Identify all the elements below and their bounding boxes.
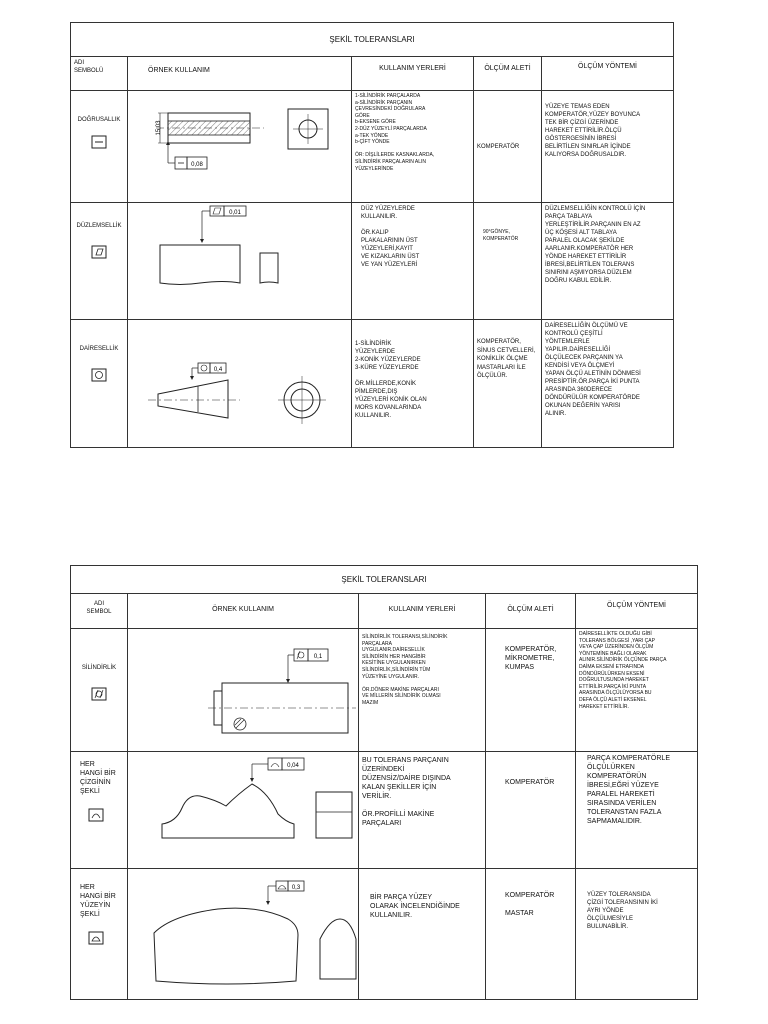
header-name — [71, 57, 128, 91]
surface-profile-example-drawing — [128, 869, 359, 994]
header-example: ÖRNEK KULLANIM — [128, 594, 359, 629]
method-cell — [576, 869, 698, 1000]
symbol-cell — [71, 91, 128, 203]
symbol-name: DAİRESELLİK — [79, 346, 119, 352]
symbol-name: DOĞRUSALLIK — [77, 117, 121, 123]
symbol-cell — [71, 320, 128, 448]
usage-text: BU TOLERANS PARÇANIN ÜZERİNDEKİ DÜZENSİZ/DAİRE DIŞINDA KALAN ŞEKİLLER İÇİN VERİLİR. ÖR.PROFİLLİ MAKİNE PARÇALARI — [362, 757, 451, 827]
usage-cell — [352, 203, 474, 320]
usage-cell — [352, 91, 474, 203]
usage-text: BİR PARÇA YÜZEY OLARAK İNCELENDİĞİNDE KULLANILIR. — [370, 894, 460, 919]
tolerance-value: 0,1 — [313, 654, 323, 660]
method-text: DAİRESELLİKTE OLDUĞU GİBİ TOLERANS BÖLGESİ ,YARI ÇAP VEYA ÇAP ÜZERİNDEN ÖLÇÜM YÖNTEMİNE BAĞLI OLARAK ALINIR.SİLİNDİRİK ÖLÇÜNDE PARÇA DAİMA EKSENİ ETRAFINDA DÖNDÜRÜLÜRKEN EKSENİ DOĞRULTUSUNDA HAREKET ETTİRİLİR.PARÇA İKİ PUNTA ARASINDA ÖLÇÜLÜYORSA BU DEFA ÖLÇÜ ALETİ EKSENEL HAREKET ETTİRİLİR. — [579, 631, 667, 710]
method-text: DAİRESELLİĞİN ÖLÇÜMÜ VE KONTROLÜ ÇEŞİTLİ YÖNTEMLERLE YAPILIR.DAİRESELLİĞİ ÖLÇÜLECEK PARÇANIN YA KENDİSİ VEYA ÖLÇMEYİ YAPAN ÖLÇÜ ALETİNİN DÖNMESİ PRESİPTİR.ÖR.PARÇA İKİ PUNTA ARASINDA 360DERECE DÖNDÜRÜLÜR KOMPERATÖRDE OKUNAN DEĞERİN YARISI ALINIR. — [545, 323, 641, 417]
usage-cell — [359, 629, 486, 752]
instrument-cell — [486, 629, 576, 752]
tolerance-value: 0,04 — [287, 763, 299, 769]
instrument-text: KOMPERATÖR, MİKROMETRE, KUMPAS — [505, 646, 557, 671]
usage-cell — [352, 320, 474, 448]
flatness-example-drawing — [128, 203, 352, 314]
header-method: ÖLÇÜM YÖNTEMİ — [576, 594, 698, 629]
example-cell — [128, 203, 352, 320]
header-name-text: ADI SEMBOL — [86, 601, 112, 615]
line-profile-icon — [88, 808, 104, 822]
instrument-text: KOMPERATÖR — [477, 143, 520, 150]
table-title: ŞEKİL TOLERANSLARI — [71, 566, 698, 594]
header-name-text: ADI SEMBOLÜ — [74, 60, 104, 74]
table-title: ŞEKİL TOLERANSLARI — [71, 23, 674, 57]
shape-tolerance-table-2 — [70, 565, 698, 1000]
usage-cell — [359, 752, 486, 869]
circularity-example-drawing — [128, 320, 352, 442]
method-cell — [576, 629, 698, 752]
usage-text: SİLİNDİRLİK TOLERANSI,SİLİNDİRİK PARÇALARA UYGULANIR.DAİRESELLİK SİLİNDİRİN HER HANGİBİR KESİTİNE UYGULANIRKEN SİLİNDİRLİK,SİLİNDİRİN TÜM YÜZEYİNE UYGULANIR. ÖR.DÖNER MAKİNE PARÇALARI VE MİLLERİN SİLİNDİRİK OLMASI MAZIM — [362, 634, 448, 706]
symbol-name: HER HANGİ BİR ÇİZGİNİN ŞEKLİ — [80, 761, 116, 795]
tolerance-value: 0,4 — [213, 367, 223, 373]
table-row — [71, 869, 698, 1000]
method-cell — [542, 91, 674, 203]
method-text: YÜZEY TOLERANSIDA ÇİZGİ TOLERANSININ İKİ AYRI YÖNDE ÖLÇÜLMESİYLE BULUNABİLİR. — [587, 892, 658, 930]
table-row — [71, 203, 674, 320]
straightness-icon — [91, 135, 107, 149]
method-text: YÜZEYE TEMAS EDEN KOMPERATÖR,YÜZEY BOYUNCA TEK BİR ÇİZGİ ÜZERİNDE HAREKET ETTİRİLİR.ÖLÇÜ GÖSTERGESİNİN İBRESİ BELİRTİLEN SINIRLAR İÇİNDE KALIYORSA DOĞRUSALDIR. — [545, 104, 641, 158]
header-instrument: ÖLÇÜM ALETİ — [486, 594, 576, 629]
instrument-text: KOMPERATÖR MASTAR — [505, 892, 555, 917]
line-profile-example-drawing — [128, 752, 359, 863]
circularity-icon — [91, 368, 107, 382]
method-text: PARÇA KOMPERATÖRLE ÖLÇÜLÜRKEN KOMPERATÖRÜN İBRESİ,EĞRİ YÜZEYE PARALEL HAREKETİ SIRASINDA VERİLEN TOLERANSTAN FAZLA SAPMAMALIDIR. — [587, 755, 670, 825]
table-row — [71, 752, 698, 869]
symbol-cell — [71, 752, 128, 869]
usage-text: 1-SİLİNDİRİK YÜZEYLERDE 2-KONİK YÜZEYLERDE 3-KÜRE YÜZEYLERDE ÖR.MİLLERDE,KONİK PİMLERDE,DIŞ YÜZEYLERİ KONİK OLAN MORS KOVANLARINDA KULLANILIR. — [355, 341, 427, 419]
instrument-cell — [474, 320, 542, 448]
header-usage: KULLANIM YERLERİ — [352, 57, 474, 91]
example-cell — [128, 752, 359, 869]
header-name — [71, 594, 128, 629]
instrument-text: KOMPERATÖR, SİNUS CETVELLERİ, KONİKLİK ÖLÇME MASTARLARI İLE ÖLÇÜLÜR. — [477, 339, 536, 379]
instrument-text: KOMPERATÖR — [505, 779, 555, 786]
cylindricity-icon — [91, 687, 107, 701]
instrument-cell — [474, 91, 542, 203]
tolerance-value: 0,3 — [291, 885, 301, 891]
header-usage: KULLANIM YERLERİ — [359, 594, 486, 629]
header-method: ÖLÇÜM YÖNTEMİ — [542, 57, 674, 91]
symbol-name: SİLİNDİRLİK — [81, 665, 117, 671]
instrument-cell — [486, 869, 576, 1000]
symbol-cell — [71, 869, 128, 1000]
symbol-name: HER HANGİ BİR YÜZEYİN ŞEKLİ — [80, 884, 116, 918]
instrument-text: 90°GÖNYE, KOMPERATÖR — [483, 229, 519, 242]
example-cell — [128, 869, 359, 1000]
symbol-cell — [71, 203, 128, 320]
method-cell — [542, 203, 674, 320]
table-row — [71, 629, 698, 752]
dimension-label: 15,03 — [156, 120, 162, 136]
symbol-cell — [71, 629, 128, 752]
instrument-cell — [486, 752, 576, 869]
usage-text: DÜZ YÜZEYLERDE KULLANILIR. ÖR.KALIP PLAKALARININ ÜST YÜZEYLERİ,KAYIT VE KIZAKLARIN ÜST VE YAN YÜZEYLERİ — [361, 206, 420, 268]
table-row — [71, 91, 674, 203]
tolerance-value: 0,01 — [229, 210, 241, 216]
straightness-example-drawing — [128, 91, 352, 197]
header-instrument: ÖLÇÜM ALETİ — [474, 57, 542, 91]
usage-text: 1-SİLİNDİRİK PARÇALARDA a-SİLİNDİRİK PARÇANIN ÇEVRESİNDEKİ DOĞRULARA GÖRE b-EKSENE GÖRE 2-DÜZ YÜZEYLİ PARÇALARDA a-TEK YÖNDE b-ÇİFT YÖNDE ÖR: DİŞLİLERDE KASNAKLARDA, SİLİNDİRİK PARÇALARIN ALIN YÜZEYLERİNDE — [355, 93, 435, 172]
method-text: DÜZLEMSELLİĞİN KONTROLÜ İÇİN PARÇA TABLAYA YERLEŞTİRİLİR.PARÇANIN EN AZ ÜÇ KÖŞESİ ALT TABLAYA PARALEL OLACAK ŞEKİLDE AARLANIR.KOMPERATÖR HER YÖNDE HAREKET ETTİRİLİR İBRESİ,BELİRTİLEN TOLERANS SINIRINI AŞMIYORSA DÜZLEM DOĞRU KABUL EDİLİR. — [545, 206, 646, 284]
shape-tolerance-table-1 — [70, 22, 674, 448]
example-cell — [128, 629, 359, 752]
instrument-cell — [474, 203, 542, 320]
flatness-icon — [91, 245, 107, 259]
surface-profile-icon — [88, 931, 104, 945]
example-cell — [128, 91, 352, 203]
method-cell — [576, 752, 698, 869]
symbol-name: DÜZLEMSELLİK — [76, 223, 122, 229]
method-cell — [542, 320, 674, 448]
table-row — [71, 320, 674, 448]
tolerance-value: 0,08 — [191, 162, 203, 168]
cylindricity-example-drawing — [128, 629, 359, 746]
usage-cell — [359, 869, 486, 1000]
example-cell — [128, 320, 352, 448]
header-example: ÖRNEK KULLANIM — [128, 57, 352, 91]
